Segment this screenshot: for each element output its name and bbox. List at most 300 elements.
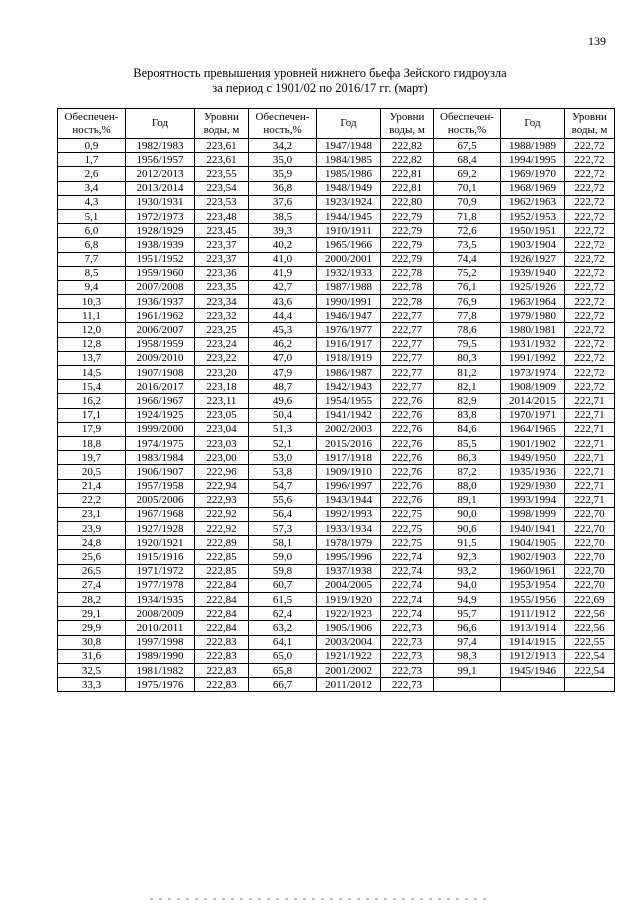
cell-year: 1986/1987	[317, 366, 381, 380]
cell-probability: 74,4	[434, 252, 501, 266]
table-row	[58, 635, 615, 649]
cell-year: 1910/1911	[317, 224, 381, 238]
cell-year: 2013/2014	[126, 181, 195, 195]
cell-level: 222,71	[565, 465, 615, 479]
cell-level: 222,83	[195, 649, 249, 663]
cell-level: 223,61	[195, 153, 249, 167]
cell-level: 222,77	[381, 351, 434, 365]
cell-year: 1944/1945	[317, 209, 381, 223]
cell-year: 1920/1921	[126, 536, 195, 550]
cell-level: 223,55	[195, 167, 249, 181]
cell-level: 223,32	[195, 309, 249, 323]
header-year-1: Год	[126, 109, 195, 139]
cell-level: 222,70	[565, 536, 615, 550]
cell-probability: 32,5	[58, 663, 126, 677]
cell-year: 2008/2009	[126, 607, 195, 621]
table-row	[58, 394, 615, 408]
cell-probability: 28,2	[58, 593, 126, 607]
cell-year: 1975/1976	[126, 678, 195, 692]
cell-year: 1902/1903	[501, 550, 565, 564]
cell-year: 1907/1908	[126, 366, 195, 380]
table-row	[58, 493, 615, 507]
cell-level: 222,72	[565, 380, 615, 394]
cell-year: 1965/1966	[317, 238, 381, 252]
cell-year: 1960/1961	[501, 564, 565, 578]
cell-probability: 22,2	[58, 493, 126, 507]
cell-probability: 0,9	[58, 139, 126, 153]
cell-probability: 75,2	[434, 266, 501, 280]
cell-year: 1976/1977	[317, 323, 381, 337]
cell-year: 1963/1964	[501, 295, 565, 309]
cell-level: 222,72	[565, 351, 615, 365]
table-row	[58, 323, 615, 337]
cell-probability: 72,6	[434, 224, 501, 238]
table-row	[58, 564, 615, 578]
cell-level: 222,75	[381, 507, 434, 521]
cell-level: 222,74	[381, 593, 434, 607]
cell-level: 222,76	[381, 394, 434, 408]
cell-year: 1909/1910	[317, 465, 381, 479]
table-row	[58, 621, 615, 635]
cell-year: 1961/1962	[126, 309, 195, 323]
cell-level: 222,70	[565, 564, 615, 578]
cell-year: 2010/2011	[126, 621, 195, 635]
cell-level: 222,74	[381, 550, 434, 564]
cell-level: 222,70	[565, 550, 615, 564]
cell-year: 2005/2006	[126, 493, 195, 507]
cell-probability: 6,8	[58, 238, 126, 252]
cell-level: 222,92	[195, 507, 249, 521]
cell-year: 1948/1949	[317, 181, 381, 195]
cell-probability: 94,9	[434, 593, 501, 607]
header-level-2: Уровни воды, м	[381, 109, 434, 139]
cell-probability: 25,6	[58, 550, 126, 564]
table-row	[58, 522, 615, 536]
cell-probability: 14,5	[58, 366, 126, 380]
cell-level: 222,56	[565, 621, 615, 635]
cell-level: 222,83	[195, 635, 249, 649]
cell-probability: 38,5	[249, 209, 317, 223]
cell-level: 222,71	[565, 422, 615, 436]
cell-level: 222,83	[195, 663, 249, 677]
cell-probability: 47,9	[249, 366, 317, 380]
cell-year: 1914/1915	[501, 635, 565, 649]
cell-probability: 81,2	[434, 366, 501, 380]
cell-year: 2009/2010	[126, 351, 195, 365]
table-row	[58, 153, 615, 167]
cell-level: 223,37	[195, 252, 249, 266]
cell-level: 223,36	[195, 266, 249, 280]
cell-level: 222,54	[565, 663, 615, 677]
cell-year: 1940/1941	[501, 522, 565, 536]
table-row	[58, 663, 615, 677]
cell-probability: 23,1	[58, 507, 126, 521]
cell-year: 2004/2005	[317, 578, 381, 592]
cell-level: 222,72	[565, 181, 615, 195]
cell-year: 1934/1935	[126, 593, 195, 607]
cell-year: 1937/1938	[317, 564, 381, 578]
cell-year: 1978/1979	[317, 536, 381, 550]
cell-level: 223,48	[195, 209, 249, 223]
cell-probability: 36,8	[249, 181, 317, 195]
cell-probability: 8,5	[58, 266, 126, 280]
cell-probability: 46,2	[249, 337, 317, 351]
cell-probability: 79,5	[434, 337, 501, 351]
table-row	[58, 607, 615, 621]
cell-year: 1962/1963	[501, 195, 565, 209]
cell-probability: 44,4	[249, 309, 317, 323]
cell-probability: 19,7	[58, 451, 126, 465]
cell-year: 1918/1919	[317, 351, 381, 365]
cell-level: 222,72	[565, 224, 615, 238]
header-probability-1: Обеспечен-ность,%	[58, 109, 126, 139]
cell-year: 1970/1971	[501, 408, 565, 422]
cell-probability: 3,4	[58, 181, 126, 195]
cell-probability	[434, 678, 501, 692]
cell-probability: 16,2	[58, 394, 126, 408]
cell-probability: 12,0	[58, 323, 126, 337]
cell-probability: 58,1	[249, 536, 317, 550]
cell-probability: 68,4	[434, 153, 501, 167]
cell-level: 222,72	[565, 252, 615, 266]
cell-probability: 1,7	[58, 153, 126, 167]
cell-level: 222,72	[565, 153, 615, 167]
cell-probability: 9,4	[58, 280, 126, 294]
cell-probability: 11,1	[58, 309, 126, 323]
cell-probability: 76,1	[434, 280, 501, 294]
table-row	[58, 436, 615, 450]
cell-year: 1953/1954	[501, 578, 565, 592]
cell-year: 1995/1996	[317, 550, 381, 564]
cell-year: 1984/1985	[317, 153, 381, 167]
cell-year: 1931/1932	[501, 337, 565, 351]
cell-level: 222,71	[565, 408, 615, 422]
table-row	[58, 309, 615, 323]
cell-level: 222,76	[381, 436, 434, 450]
cell-year: 1905/1906	[317, 621, 381, 635]
cell-probability: 20,5	[58, 465, 126, 479]
cell-level: 222,76	[381, 479, 434, 493]
cell-probability: 97,4	[434, 635, 501, 649]
cell-probability: 42,7	[249, 280, 317, 294]
cell-probability: 47,0	[249, 351, 317, 365]
cell-probability: 62,4	[249, 607, 317, 621]
cell-level: 222,70	[565, 507, 615, 521]
cell-level: 222,72	[565, 323, 615, 337]
cell-probability: 21,4	[58, 479, 126, 493]
cell-probability: 76,9	[434, 295, 501, 309]
cell-year: 1981/1982	[126, 663, 195, 677]
cell-probability: 57,3	[249, 522, 317, 536]
cell-year: 1966/1967	[126, 394, 195, 408]
table-body	[58, 139, 615, 692]
cell-year: 1989/1990	[126, 649, 195, 663]
cell-year: 1932/1933	[317, 266, 381, 280]
cell-probability: 4,3	[58, 195, 126, 209]
table-row	[58, 181, 615, 195]
cell-year: 1994/1995	[501, 153, 565, 167]
cell-year: 1929/1930	[501, 479, 565, 493]
water-level-table	[57, 108, 615, 692]
cell-level: 223,37	[195, 238, 249, 252]
table-row	[58, 593, 615, 607]
cell-level: 222,74	[381, 564, 434, 578]
cell-year: 1919/1920	[317, 593, 381, 607]
cell-year: 1933/1934	[317, 522, 381, 536]
cell-level: 222,75	[381, 522, 434, 536]
cell-year: 1987/1988	[317, 280, 381, 294]
cell-year: 1959/1960	[126, 266, 195, 280]
cell-probability: 60,7	[249, 578, 317, 592]
cell-year: 1949/1950	[501, 451, 565, 465]
cell-year: 1943/1944	[317, 493, 381, 507]
cell-level: 222,74	[381, 578, 434, 592]
cell-level: 222,85	[195, 550, 249, 564]
cell-probability: 31,6	[58, 649, 126, 663]
cell-level: 222,79	[381, 252, 434, 266]
table-row	[58, 507, 615, 521]
header-year-2: Год	[317, 109, 381, 139]
cell-probability: 88,0	[434, 479, 501, 493]
cell-year: 2016/2017	[126, 380, 195, 394]
cell-year: 1945/1946	[501, 663, 565, 677]
cell-level: 222,72	[565, 139, 615, 153]
table-row	[58, 167, 615, 181]
cell-level: 222,76	[381, 422, 434, 436]
cell-probability: 49,6	[249, 394, 317, 408]
cell-year	[501, 678, 565, 692]
cell-level: 222,74	[381, 607, 434, 621]
cell-level: 222,72	[565, 167, 615, 181]
cell-level: 223,00	[195, 451, 249, 465]
cell-year: 1979/1980	[501, 309, 565, 323]
cell-probability: 6,0	[58, 224, 126, 238]
cell-level: 222,77	[381, 380, 434, 394]
cell-level: 222,73	[381, 649, 434, 663]
cell-probability: 56,4	[249, 507, 317, 521]
cell-year: 1988/1989	[501, 139, 565, 153]
cell-year: 2012/2013	[126, 167, 195, 181]
cell-year: 1950/1951	[501, 224, 565, 238]
cell-probability: 90,0	[434, 507, 501, 521]
cell-year: 1915/1916	[126, 550, 195, 564]
cell-year: 1922/1923	[317, 607, 381, 621]
cell-probability: 83,8	[434, 408, 501, 422]
cell-probability: 65,0	[249, 649, 317, 663]
header-year-3: Год	[501, 109, 565, 139]
cell-probability: 45,3	[249, 323, 317, 337]
cell-level: 222,84	[195, 578, 249, 592]
cell-year: 1926/1927	[501, 252, 565, 266]
cell-year: 1973/1974	[501, 366, 565, 380]
cell-probability: 73,5	[434, 238, 501, 252]
table-row	[58, 408, 615, 422]
table-row	[58, 351, 615, 365]
table-row	[58, 451, 615, 465]
cell-probability: 50,4	[249, 408, 317, 422]
cell-probability: 84,6	[434, 422, 501, 436]
cell-probability: 41,9	[249, 266, 317, 280]
cell-probability: 15,4	[58, 380, 126, 394]
cell-probability: 59,8	[249, 564, 317, 578]
cell-level: 222,72	[565, 209, 615, 223]
cell-probability: 61,5	[249, 593, 317, 607]
header-probability-3: Обеспечен-ность,%	[434, 109, 501, 139]
table-row	[58, 195, 615, 209]
cell-probability: 27,4	[58, 578, 126, 592]
cell-year: 1917/1918	[317, 451, 381, 465]
cell-year: 1974/1975	[126, 436, 195, 450]
table-header-row	[58, 109, 615, 139]
cell-year: 1923/1924	[317, 195, 381, 209]
cell-probability: 7,7	[58, 252, 126, 266]
cell-probability: 85,5	[434, 436, 501, 450]
cell-probability: 35,0	[249, 153, 317, 167]
cell-year: 2001/2002	[317, 663, 381, 677]
cell-probability: 29,9	[58, 621, 126, 635]
table-row	[58, 678, 615, 692]
cell-probability: 94,0	[434, 578, 501, 592]
cell-level: 222,72	[565, 280, 615, 294]
cell-level: 222,72	[565, 295, 615, 309]
cell-level: 223,61	[195, 139, 249, 153]
cell-year: 1967/1968	[126, 507, 195, 521]
cell-year: 1903/1904	[501, 238, 565, 252]
cell-level: 222,73	[381, 621, 434, 635]
table-row	[58, 536, 615, 550]
cell-level: 222,76	[381, 465, 434, 479]
cell-probability: 98,3	[434, 649, 501, 663]
cell-year: 1947/1948	[317, 139, 381, 153]
cell-year: 1911/1912	[501, 607, 565, 621]
cell-probability: 69,2	[434, 167, 501, 181]
cell-year: 1990/1991	[317, 295, 381, 309]
cell-probability: 95,7	[434, 607, 501, 621]
header-probability-2: Обеспечен-ность,%	[249, 109, 317, 139]
cell-level: 222,76	[381, 408, 434, 422]
cell-year: 1954/1955	[317, 394, 381, 408]
cell-probability: 89,1	[434, 493, 501, 507]
cell-year: 1956/1957	[126, 153, 195, 167]
cell-year: 1997/1998	[126, 635, 195, 649]
cell-level: 222,79	[381, 238, 434, 252]
cell-level: 222,56	[565, 607, 615, 621]
cell-probability: 67,5	[434, 139, 501, 153]
cell-level: 223,34	[195, 295, 249, 309]
cell-level: 223,54	[195, 181, 249, 195]
cell-level: 222,72	[565, 309, 615, 323]
cell-year: 1980/1981	[501, 323, 565, 337]
cell-year: 2011/2012	[317, 678, 381, 692]
cell-level: 223,11	[195, 394, 249, 408]
cell-probability: 53,8	[249, 465, 317, 479]
cell-year: 1906/1907	[126, 465, 195, 479]
cell-year: 1938/1939	[126, 238, 195, 252]
scan-artifact	[150, 898, 490, 900]
cell-probability: 33,3	[58, 678, 126, 692]
table-row	[58, 337, 615, 351]
cell-level: 222,79	[381, 209, 434, 223]
cell-probability: 82,9	[434, 394, 501, 408]
table-row	[58, 209, 615, 223]
table-row	[58, 380, 615, 394]
cell-probability: 82,1	[434, 380, 501, 394]
cell-level: 222,55	[565, 635, 615, 649]
cell-probability: 17,1	[58, 408, 126, 422]
cell-level: 222,79	[381, 224, 434, 238]
cell-level: 222,71	[565, 479, 615, 493]
cell-year: 1993/1994	[501, 493, 565, 507]
cell-year: 2015/2016	[317, 436, 381, 450]
cell-level: 222,83	[195, 678, 249, 692]
cell-year: 1936/1937	[126, 295, 195, 309]
title-line-2: за период с 1901/02 по 2016/17 гг. (март)	[212, 81, 428, 95]
cell-year: 1901/1902	[501, 436, 565, 450]
cell-level: 222,84	[195, 607, 249, 621]
cell-level: 223,35	[195, 280, 249, 294]
table-row	[58, 422, 615, 436]
cell-level: 222,69	[565, 593, 615, 607]
cell-probability: 35,9	[249, 167, 317, 181]
cell-probability: 52,1	[249, 436, 317, 450]
cell-probability: 99,1	[434, 663, 501, 677]
cell-level: 222,80	[381, 195, 434, 209]
cell-level: 222,72	[565, 366, 615, 380]
cell-probability: 71,8	[434, 209, 501, 223]
cell-level: 223,04	[195, 422, 249, 436]
header-level-3: Уровни воды, м	[565, 109, 615, 139]
cell-level: 222,85	[195, 564, 249, 578]
table-row	[58, 238, 615, 252]
cell-year: 2000/2001	[317, 252, 381, 266]
cell-level: 222,72	[565, 195, 615, 209]
cell-probability: 12,8	[58, 337, 126, 351]
cell-probability: 55,6	[249, 493, 317, 507]
cell-probability: 63,2	[249, 621, 317, 635]
cell-probability: 37,6	[249, 195, 317, 209]
cell-year: 2014/2015	[501, 394, 565, 408]
cell-probability: 23,9	[58, 522, 126, 536]
cell-probability: 48,7	[249, 380, 317, 394]
cell-level: 222,71	[565, 451, 615, 465]
cell-level: 222,92	[195, 522, 249, 536]
cell-year: 1982/1983	[126, 139, 195, 153]
cell-probability: 26,5	[58, 564, 126, 578]
cell-year: 1968/1969	[501, 181, 565, 195]
cell-probability: 96,6	[434, 621, 501, 635]
cell-probability: 24,8	[58, 536, 126, 550]
cell-year: 1912/1913	[501, 649, 565, 663]
cell-year: 1927/1928	[126, 522, 195, 536]
table-row	[58, 465, 615, 479]
cell-year: 1930/1931	[126, 195, 195, 209]
title-line-1: Вероятность превышения уровней нижнего бьефа Зейского гидроузла	[133, 66, 507, 80]
cell-level: 222,72	[565, 337, 615, 351]
cell-probability: 59,0	[249, 550, 317, 564]
cell-level: 222,82	[381, 139, 434, 153]
cell-probability: 10,3	[58, 295, 126, 309]
cell-level: 222,72	[565, 266, 615, 280]
cell-level: 222,94	[195, 479, 249, 493]
cell-probability: 34,2	[249, 139, 317, 153]
cell-year: 1957/1958	[126, 479, 195, 493]
cell-level: 222,73	[381, 635, 434, 649]
cell-probability: 41,0	[249, 252, 317, 266]
cell-year: 2006/2007	[126, 323, 195, 337]
cell-level: 222,54	[565, 649, 615, 663]
cell-year: 1924/1925	[126, 408, 195, 422]
cell-probability: 5,1	[58, 209, 126, 223]
